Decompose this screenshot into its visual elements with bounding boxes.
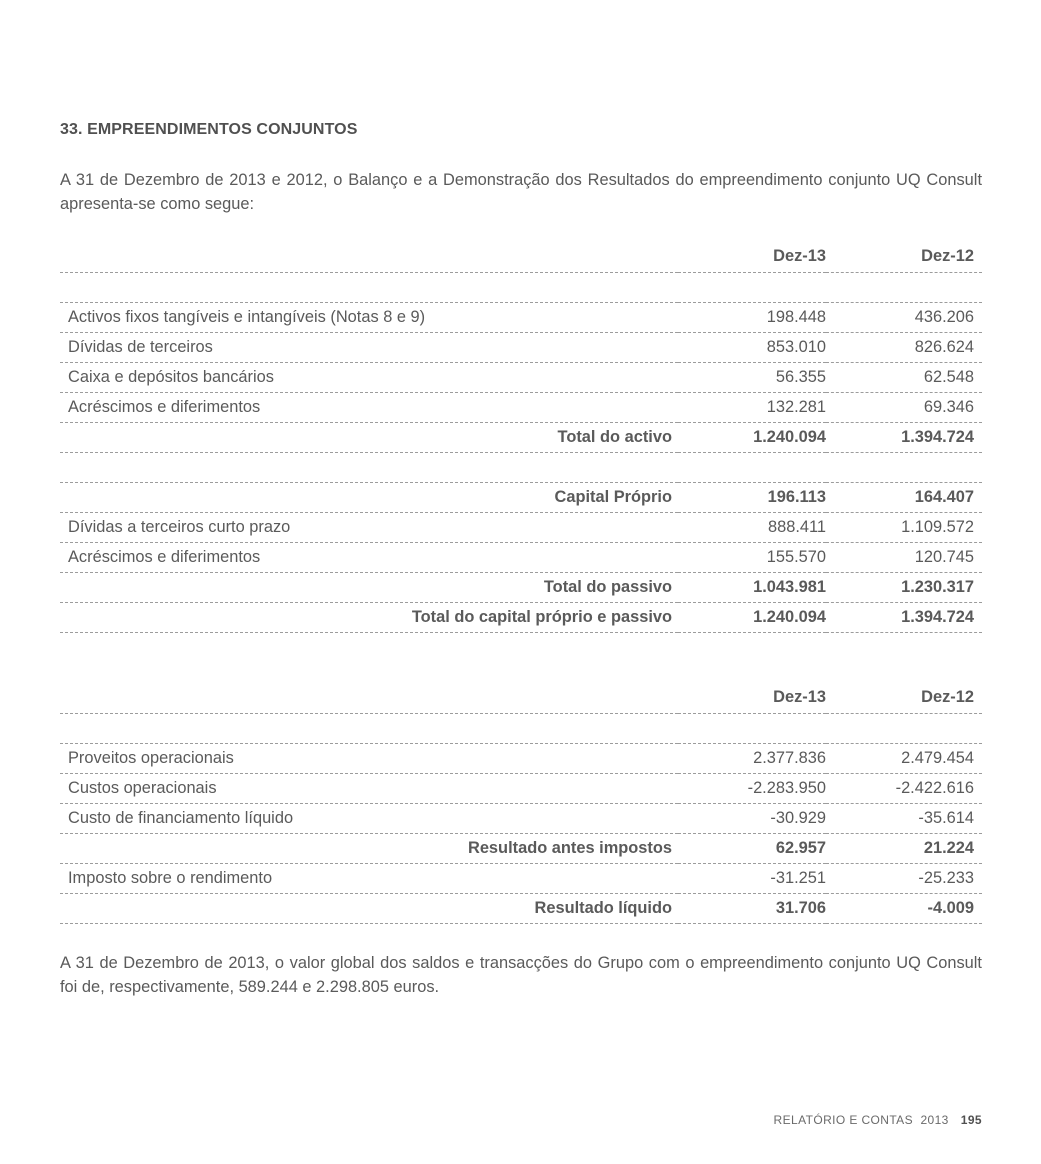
row-label: Resultado líquido xyxy=(60,894,678,924)
value-dez13: 1.240.094 xyxy=(678,423,826,453)
value-dez13: 196.113 xyxy=(678,483,826,513)
table-header-row xyxy=(60,681,982,714)
total-row xyxy=(60,834,982,864)
closing-paragraph: A 31 de Dezembro de 2013, o valor global dos saldos e transacções do Grupo com o empreendimento conjunto UQ Consult foi de, respectivamente, 589.244 e 2.298.805 euros. xyxy=(60,954,982,996)
value-dez12: 1.230.317 xyxy=(826,573,982,603)
report-title: RELATÓRIO E CONTAS 2013 xyxy=(773,1113,949,1127)
value-dez13: 155.570 xyxy=(678,543,826,573)
value-dez13: -2.283.950 xyxy=(678,774,826,804)
row-label: Resultado antes impostos xyxy=(60,834,678,864)
value-dez13: 132.281 xyxy=(678,393,826,423)
table-row xyxy=(60,744,982,774)
column-header: Dez-13 xyxy=(678,240,826,273)
row-label: Activos fixos tangíveis e intangíveis (Notas 8 e 9) xyxy=(60,303,678,333)
header-spacer xyxy=(60,681,678,714)
value-dez12: 69.346 xyxy=(826,393,982,423)
value-dez13: 31.706 xyxy=(678,894,826,924)
row-label: Proveitos operacionais xyxy=(60,744,678,774)
value-dez13: 198.448 xyxy=(678,303,826,333)
value-dez13: 853.010 xyxy=(678,333,826,363)
value-dez12: 2.479.454 xyxy=(826,744,982,774)
value-dez13: 56.355 xyxy=(678,363,826,393)
total-row xyxy=(60,573,982,603)
value-dez13: 1.043.981 xyxy=(678,573,826,603)
table-row xyxy=(60,804,982,834)
value-dez12: -35.614 xyxy=(826,804,982,834)
value-dez12: 826.624 xyxy=(826,333,982,363)
table-row xyxy=(60,303,982,333)
spacer-row xyxy=(60,273,982,303)
value-dez12: 1.109.572 xyxy=(826,513,982,543)
column-header: Dez-12 xyxy=(826,681,982,714)
value-dez12: -25.233 xyxy=(826,864,982,894)
table-row xyxy=(60,363,982,393)
table-row xyxy=(60,543,982,573)
section-title: 33. EMPREENDIMENTOS CONJUNTOS xyxy=(60,121,358,138)
total-row xyxy=(60,603,982,633)
table-row xyxy=(60,393,982,423)
page-footer xyxy=(774,1113,982,1127)
value-dez12: -2.422.616 xyxy=(826,774,982,804)
table-row xyxy=(60,774,982,804)
table-header-row xyxy=(60,240,982,273)
total-row xyxy=(60,423,982,453)
value-dez12: 164.407 xyxy=(826,483,982,513)
value-dez13: 888.411 xyxy=(678,513,826,543)
intro-paragraph: A 31 de Dezembro de 2013 e 2012, o Balanço e a Demonstração dos Resultados do empreendimento conjunto UQ Consult apresenta-se como segue: xyxy=(60,171,982,213)
value-dez12: 436.206 xyxy=(826,303,982,333)
value-dez13: 2.377.836 xyxy=(678,744,826,774)
column-header: Dez-13 xyxy=(678,681,826,714)
value-dez12: 21.224 xyxy=(826,834,982,864)
value-dez13: -31.251 xyxy=(678,864,826,894)
row-label: Custo de financiamento líquido xyxy=(60,804,678,834)
value-dez12: 62.548 xyxy=(826,363,982,393)
row-label: Custos operacionais xyxy=(60,774,678,804)
row-label: Total do activo xyxy=(60,423,678,453)
page-number: 195 xyxy=(960,1113,982,1127)
row-label: Acréscimos e diferimentos xyxy=(60,543,678,573)
row-label: Dívidas de terceiros xyxy=(60,333,678,363)
table-row xyxy=(60,864,982,894)
value-dez13: 1.240.094 xyxy=(678,603,826,633)
row-label: Total do passivo xyxy=(60,573,678,603)
spacer-row xyxy=(60,714,982,744)
table-row xyxy=(60,333,982,363)
row-label: Imposto sobre o rendimento xyxy=(60,864,678,894)
row-label: Caixa e depósitos bancários xyxy=(60,363,678,393)
total-row xyxy=(60,894,982,924)
total-row xyxy=(60,483,982,513)
row-label: Dívidas a terceiros curto prazo xyxy=(60,513,678,543)
table-row xyxy=(60,513,982,543)
value-dez12: -4.009 xyxy=(826,894,982,924)
row-label: Total do capital próprio e passivo xyxy=(60,603,678,633)
row-label: Acréscimos e diferimentos xyxy=(60,393,678,423)
row-label: Capital Próprio xyxy=(60,483,678,513)
value-dez13: -30.929 xyxy=(678,804,826,834)
value-dez13: 62.957 xyxy=(678,834,826,864)
balance-sheet-table xyxy=(60,240,982,633)
header-spacer xyxy=(60,240,678,273)
value-dez12: 1.394.724 xyxy=(826,423,982,453)
income-statement-table xyxy=(60,681,982,924)
spacer-row xyxy=(60,453,982,483)
column-header: Dez-12 xyxy=(826,240,982,273)
value-dez12: 1.394.724 xyxy=(826,603,982,633)
value-dez12: 120.745 xyxy=(826,543,982,573)
